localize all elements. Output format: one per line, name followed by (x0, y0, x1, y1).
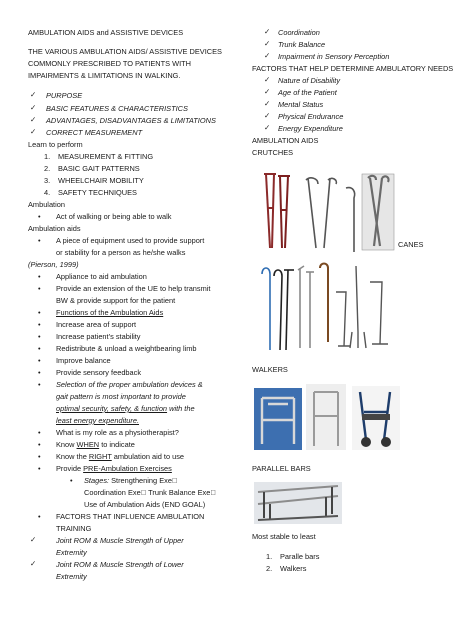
intro-line-1: THE VARIOUS AMBULATION AIDS/ ASSISTIVE DEVICES (28, 47, 222, 56)
bullet-item-cont: BW & provide support for the patient (56, 296, 176, 305)
selection-line-3 (56, 404, 195, 414)
check-icon: ✓ (264, 39, 271, 48)
know-right-line (56, 452, 184, 462)
selection-line-2: gait pattern is most important to provide (56, 392, 186, 401)
numbered-item: WHEELCHAIR MOBILITY (58, 176, 144, 185)
stages-line: Use of Ambulation Aids (END GOAL) (84, 500, 206, 509)
need-item: Age of the Patient (278, 88, 337, 97)
bullet-icon: • (38, 464, 41, 473)
bullet-item: Appliance to aid ambulation (56, 272, 147, 281)
stable-item: Paralle bars (280, 552, 320, 561)
parallel-bars-image (254, 482, 342, 524)
bullet-item: Increase area of support (56, 320, 137, 329)
factors-title: FACTORS THAT INFLUENCE AMBULATION (56, 512, 205, 521)
know-when-pre: Know (56, 440, 77, 449)
bullet-icon: • (38, 428, 41, 437)
selection-line-1: Selection of the proper ambulation devices & (56, 380, 203, 389)
crutches-image (258, 168, 398, 258)
bullet-icon: • (38, 380, 41, 389)
bullet-icon: • (38, 368, 41, 377)
list-number: 1. (44, 152, 51, 161)
bullet-icon: • (38, 344, 41, 353)
bullet-icon: • (38, 452, 41, 461)
check-icon: ✓ (264, 123, 271, 132)
intro-line-3: IMPAIRMENTS & LIMITATIONS IN WALKING. (28, 71, 181, 80)
know-when-line (56, 440, 135, 450)
check-icon: ✓ (264, 27, 271, 36)
bullet-icon: • (38, 512, 41, 521)
canes-label: CANES (398, 240, 424, 249)
selection-line-4: least energy expenditure. (56, 416, 139, 425)
parallel-bars-label: PARALLEL BARS (252, 464, 311, 473)
bullet-icon: • (38, 356, 41, 365)
bullet-icon: • (38, 212, 41, 221)
citation: (Pierson, 1999) (28, 260, 79, 269)
need-item: Mental Status (278, 100, 324, 109)
doc-title: AMBULATION AIDS and ASSISTIVE DEVICES (28, 28, 184, 37)
provide-pre: Provide (56, 464, 84, 473)
list-number: 2. (266, 564, 273, 573)
needs-title: FACTORS THAT HELP DETERMINE AMBULATORY NEEDS (252, 64, 454, 73)
stable-item: Walkers (280, 564, 307, 573)
check-icon: ✓ (264, 99, 271, 108)
list-number: 2. (44, 164, 51, 173)
check-item: Coordination (278, 28, 320, 37)
provide-line (56, 464, 172, 474)
numbered-item: BASIC GAIT PATTERNS (58, 164, 140, 173)
sub-bullet-icon: • (70, 476, 73, 485)
check-icon: ✓ (264, 75, 271, 84)
walkers-label: WALKERS (252, 365, 288, 374)
bullet-item: A piece of equipment used to provide support (56, 236, 205, 245)
factor-check: Joint ROM & Muscle Strength of Lower (56, 560, 184, 569)
know-right-emphasis: RIGHT (88, 452, 112, 461)
need-item: Physical Endurance (278, 112, 344, 121)
provide-emphasis: PRE-Ambulation Exercises (83, 464, 172, 473)
bullet-item: Act of walking or being able to walk (56, 212, 172, 221)
bullet-item-cont: or stability for a person as he/she walks (56, 248, 186, 257)
bullet-item: Provide an extension of the UE to help transmit (56, 284, 211, 293)
bullet-item: Increase patient’s stability (56, 332, 141, 341)
check-item: CORRECT MEASUREMENT (46, 128, 143, 137)
bullet-item: Improve balance (56, 356, 111, 365)
bullet-item: Redistribute & unload a weightbearing limb (56, 344, 197, 353)
bullet-icon: • (38, 236, 41, 245)
learn-heading: Learn to perform (28, 140, 83, 149)
check-icon: ✓ (30, 535, 37, 544)
selection-emphasis: optimal security, safety, & function (56, 404, 168, 413)
check-icon: ✓ (30, 103, 37, 112)
list-number: 3. (44, 176, 51, 185)
walkers-image (254, 382, 400, 452)
ambulation-heading: Ambulation (28, 200, 65, 209)
factors-title-cont: TRAINING (56, 524, 92, 533)
aids-heading: Ambulation aids (28, 224, 81, 233)
check-icon: ✓ (264, 111, 271, 120)
bullet-icon: • (38, 440, 41, 449)
know-when-emphasis: WHEN (76, 440, 100, 449)
check-icon: ✓ (264, 87, 271, 96)
list-number: 4. (44, 188, 51, 197)
stable-title: Most stable to least (252, 532, 316, 541)
functions-title: Functions of the Ambulation Aids (56, 308, 164, 317)
bullet-icon: • (38, 320, 41, 329)
factor-check: Joint ROM & Muscle Strength of Upper (56, 536, 184, 545)
check-icon: ✓ (30, 559, 37, 568)
check-icon: ✓ (30, 115, 37, 124)
factor-check-cont: Extremity (56, 548, 87, 557)
stages-label: Stages: (84, 476, 110, 485)
stages-line: Coordination Exe  Trunk Balance Exe  (84, 488, 216, 497)
intro-line-2: COMMONLY PRESCRIBED TO PATIENTS WITH (28, 59, 192, 68)
bullet-icon: • (38, 308, 41, 317)
factor-check-cont: Extremity (56, 572, 87, 581)
check-icon: ✓ (264, 51, 271, 60)
bullet-icon: • (38, 272, 41, 281)
crutches-label: CRUTCHES (252, 148, 294, 157)
check-item: Impairment in Sensory Perception (278, 52, 390, 61)
role-question: What is my role as a physiotherapist? (56, 428, 179, 437)
list-number: 1. (266, 552, 273, 561)
check-item: Trunk Balance (278, 40, 326, 49)
know-when-post: to indicate (99, 440, 135, 449)
know-right-pre: Know the (56, 452, 89, 461)
canes-image (258, 262, 390, 354)
know-right-post: ambulation aid to use (111, 452, 185, 461)
aids-title: AMBULATION AIDS (252, 136, 319, 145)
need-item: Nature of Disability (278, 76, 341, 85)
bullet-icon: • (38, 332, 41, 341)
check-icon: ✓ (30, 127, 37, 136)
stages-line (84, 476, 177, 486)
check-item: ADVANTAGES, DISADVANTAGES & LIMITATIONS (46, 116, 216, 125)
bullet-item: Provide sensory feedback (56, 368, 142, 377)
numbered-item: MEASUREMENT & FITTING (58, 152, 154, 161)
check-item: BASIC FEATURES & CHARACTERISTICS (46, 104, 188, 113)
need-item: Energy Expenditure (278, 124, 343, 133)
stages-item: Strengthening Exe  (109, 476, 178, 485)
bullet-icon: • (38, 284, 41, 293)
selection-tail: with the (167, 404, 195, 413)
check-icon: ✓ (30, 90, 37, 99)
check-item: PURPOSE (46, 91, 83, 100)
numbered-item: SAFETY TECHNIQUES (58, 188, 137, 197)
